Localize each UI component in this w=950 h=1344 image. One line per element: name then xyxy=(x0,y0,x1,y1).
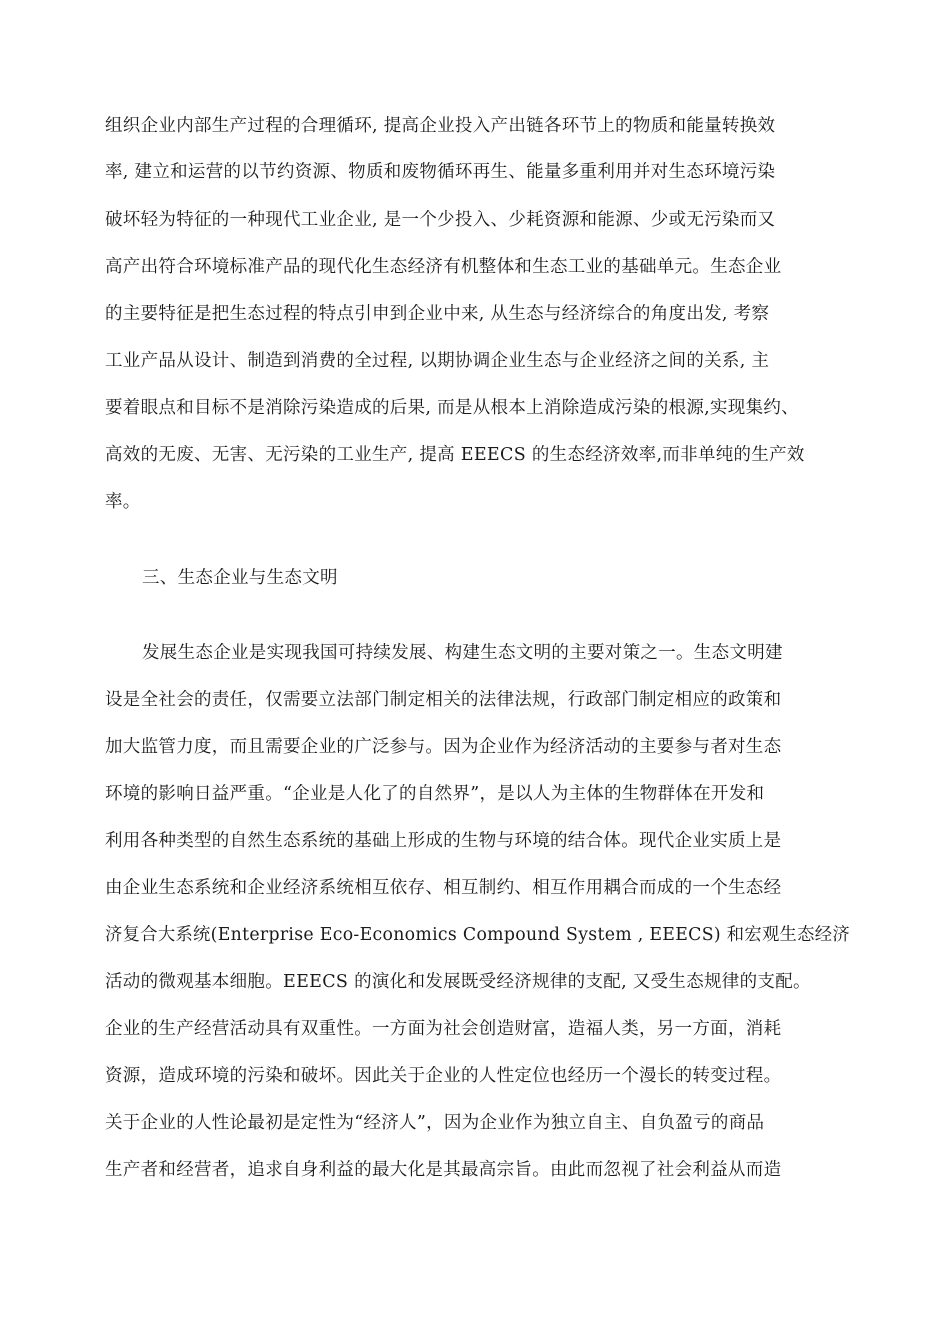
paragraph-line: 由企业生态系统和企业经济系统相互依存、相互制约、相互作用耦合而成的一个生态经 xyxy=(105,878,782,898)
paragraph-line: 资源，造成环境的污染和破坏。因此关于企业的人性定位也经历一个漫长的转变过程。 xyxy=(105,1066,782,1086)
paragraph-line: 设是全社会的责任，仅需要立法部门制定相关的法律法规，行政部门制定相应的政策和 xyxy=(105,690,782,710)
paragraph-line: 企业的生产经营活动具有双重性。一方面为社会创造财富，造福人类，另一方面，消耗 xyxy=(105,1019,782,1039)
paragraph-line: 的主要特征是把生态过程的特点引申到企业中来, 从生态与经济综合的角度出发, 考察 xyxy=(105,304,770,324)
paragraph-line: 活动的微观基本细胞。EEECS 的演化和发展既受经济规律的支配, 又受生态规律的支配。 xyxy=(105,972,811,992)
section-heading: 三、生态企业与生态文明 xyxy=(142,568,338,588)
paragraph-line: 率, 建立和运营的以节约资源、物质和废物循环再生、能量多重利用并对生态环境污染 xyxy=(105,162,776,182)
paragraph-line: 高效的无废、无害、无污染的工业生产, 提高 EEECS 的生态经济效率,而非单纯的生产效 xyxy=(105,445,805,465)
paragraph-line: 组织企业内部生产过程的合理循环, 提高企业投入产出链各环节上的物质和能量转换效 xyxy=(105,116,776,136)
paragraph-line: 济复合大系统(Enterprise Eco-Economics Compound System , EEECS) 和宏观生态经济 xyxy=(105,925,851,945)
paragraph-line: 加大监管力度，而且需要企业的广泛参与。因为企业作为经济活动的主要参与者对生态 xyxy=(105,737,782,757)
paragraph-line: 发展生态企业是实现我国可持续发展、构建生态文明的主要对策之一。生态文明建 xyxy=(142,643,783,663)
paragraph-line: 破坏轻为特征的一种现代工业企业, 是一个少投入、少耗资源和能源、少或无污染而又 xyxy=(105,210,776,230)
paragraph-line: 要着眼点和目标不是消除污染造成的后果, 而是从根本上消除造成污染的根源,实现集约、 xyxy=(105,398,799,418)
paragraph-line: 环境的影响日益严重。“企业是人化了的自然界”，是以人为主体的生物群体在开发和 xyxy=(105,784,765,804)
paragraph-line: 率。 xyxy=(105,492,141,512)
paragraph-line: 利用各种类型的自然生态系统的基础上形成的生物与环境的结合体。现代企业实质上是 xyxy=(105,831,782,851)
paragraph-line: 高产出符合环境标准产品的现代化生态经济有机整体和生态工业的基础单元。生态企业 xyxy=(105,257,782,277)
paragraph-line: 工业产品从设计、制造到消费的全过程, 以期协调企业生态与企业经济之间的关系, 主 xyxy=(105,351,770,371)
paragraph-line: 关于企业的人性论最初是定性为“经济人”，因为企业作为独立自主、自负盈亏的商品 xyxy=(105,1113,765,1133)
paragraph-line: 生产者和经营者，追求自身利益的最大化是其最高宗旨。由此而忽视了社会利益从而造 xyxy=(105,1160,782,1180)
